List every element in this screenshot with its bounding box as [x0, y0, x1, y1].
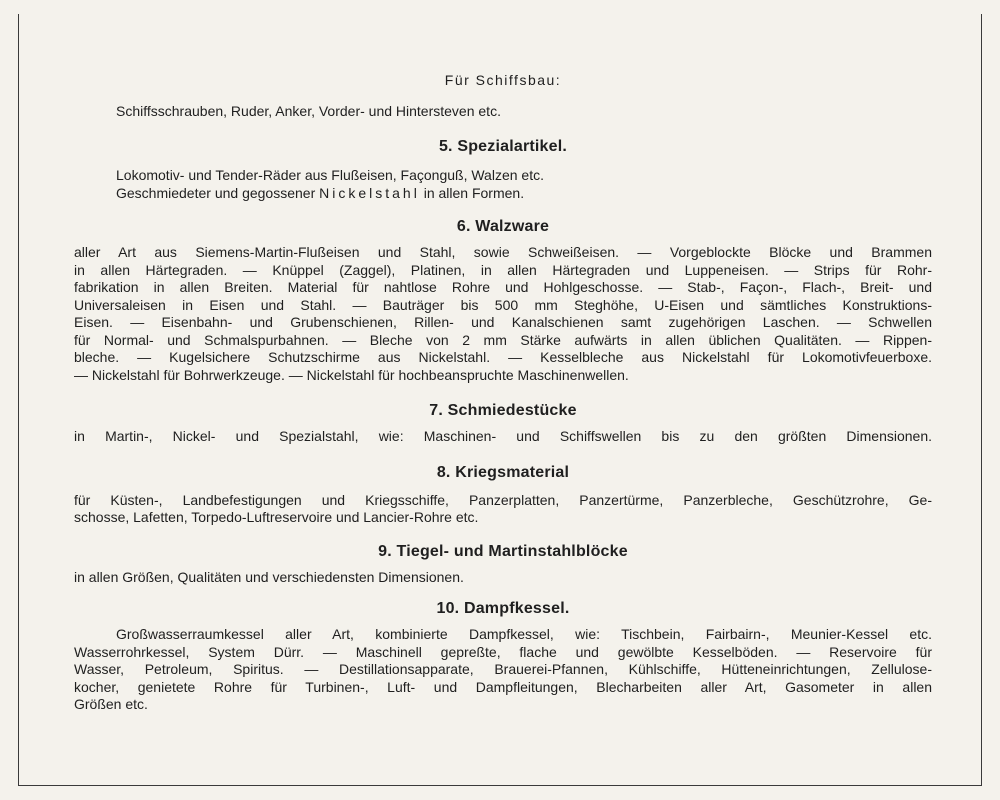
section-10: [74, 598, 932, 714]
paragraph-line: in Martin-, Nickel- und Spezialstahl, wie: Maschinen- und Schiffswellen bis zu den größten Dimensionen.: [74, 428, 932, 444]
paragraph-line: Größen etc.: [74, 696, 148, 712]
paragraph-line: bleche. — Kugelsichere Schutzschirme aus Nickelstahl. — Kesselbleche aus Nickelstahl für Lokomotivfeuerboxe.: [74, 349, 932, 365]
section-8: [74, 462, 932, 527]
paragraph-line: Großwasserraumkessel aller Art, kombinierte Dampfkessel, wie: Tischbein, Fairbairn-, Meunier-Kessel etc.: [116, 626, 932, 642]
paragraph-line: schosse, Lafetten, Torpedo-Luftreservoire und Lancier-Rohre etc.: [74, 509, 479, 525]
section-9: [74, 541, 932, 587]
paragraph-line: — Nickelstahl für Bohrwerkzeuge. — Nickelstahl für hochbeanspruchte Maschinenwellen.: [74, 366, 629, 383]
section-title: 7. Schmiedestücke: [429, 402, 577, 419]
emphasized-text: Nickelstahl: [319, 185, 420, 201]
paragraph-line: in allen Größen, Qualitäten und verschiedensten Dimensionen.: [74, 568, 464, 585]
intro-text: Schiffsschrauben, Ruder, Anker, Vorder- und Hintersteven etc.: [116, 103, 501, 119]
paragraph-line: kocher, genietete Rohre für Turbinen-, Luft- und Dampfleitungen, Blecharbeiten aller Art, Gasometer in allen: [74, 678, 932, 695]
section-title: 5. Spezialartikel.: [438, 138, 568, 155]
text-fragment: in allen Formen.: [419, 185, 525, 201]
section-5: [74, 136, 932, 202]
paragraph-line: Universaleisen in Eisen und Stahl. — Bauträger bis 500 mm Steghöhe, U-Eisen und sämtliches Konstruktions-: [74, 296, 932, 313]
paragraph-line: fabrikation in allen Breiten. Material für nahtlose Rohre und Hohlgeschosse. — Stab-, Façon-, Flach-, Breit- und: [74, 279, 932, 295]
section-title: 6. Walzware: [456, 218, 550, 235]
section-title: 8. Kriegsmaterial: [436, 463, 570, 481]
section-line: [74, 184, 932, 202]
section-line: Lokomotiv- und Tender-Räder aus Flußeisen, Façonguß, Walzen etc.: [116, 167, 544, 183]
paragraph-line: aller Art aus Siemens-Martin-Flußeisen und Stahl, sowie Schweißeisen. — Vorgeblockte Blöcke und Brammen: [74, 244, 932, 260]
intro-heading: Für Schiffsbau:: [444, 72, 562, 88]
paragraph-line: Wasser, Petroleum, Spiritus. — Destillationsapparate, Brauerei-Pfannen, Kühlschiffe, Hütteneinrichtungen, Zellulose-: [74, 661, 932, 677]
section-title: 10. Dampfkessel.: [436, 600, 570, 617]
paragraph-line: in allen Härtegraden. — Knüppel (Zaggel), Platinen, in allen Härtegraden und Luppeneisen. — Strips für Rohr-: [74, 261, 932, 278]
paragraph-line: Eisen. — Eisenbahn- und Grubenschienen, Rillen- und Kanalschienen samt zugehörigen Laschen. — Schwellen: [74, 314, 932, 330]
paragraph-line: für Küsten-, Landbefestigungen und Kriegsschiffe, Panzerplatten, Panzertürme, Panzerbleche, Geschützrohre, Ge-: [74, 491, 932, 508]
document-content: [74, 62, 932, 724]
text-fragment: Geschmiedeter und gegossener: [116, 185, 320, 201]
paragraph-line: für Normal- und Schmalspurbahnen. — Bleche von 2 mm Stärke aufwärts in allen üblichen Qualitäten. — Rippen-: [74, 331, 932, 348]
section-6: [74, 216, 932, 384]
paragraph-line: Wasserrohrkessel, System Dürr. — Maschinell gepreßte, flache und gewölbte Kesselböden. — Reservoire für: [74, 643, 932, 660]
section-7: [74, 400, 932, 446]
section-title: 9. Tiegel- und Martinstahlblöcke: [378, 542, 628, 560]
